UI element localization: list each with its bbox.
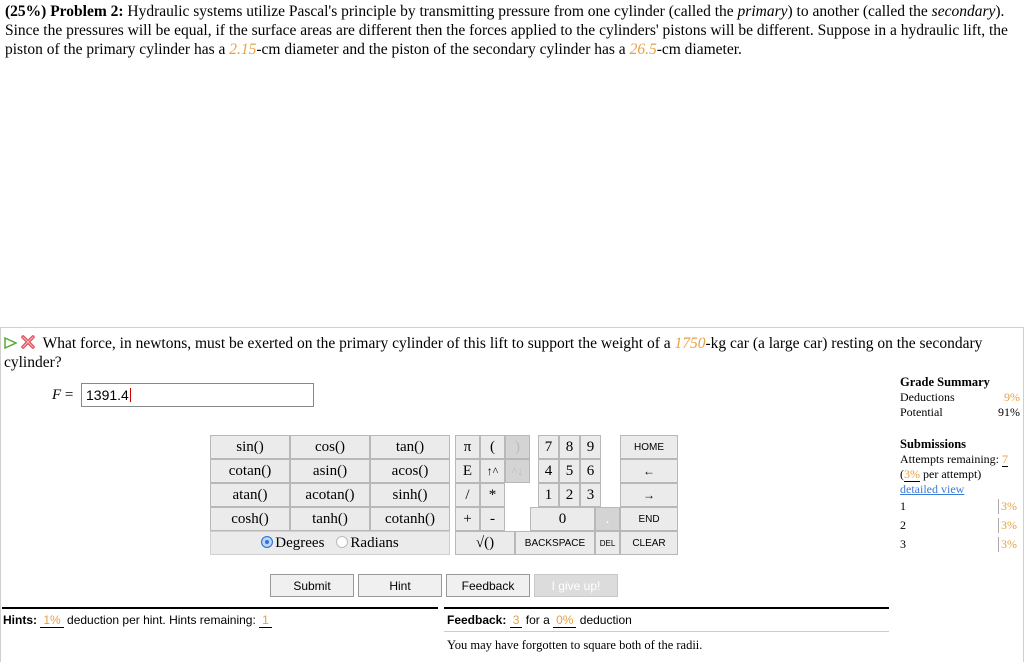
key-minus[interactable]: - [480,507,505,531]
answer-variable: F [52,387,62,403]
key-acos[interactable]: acos() [370,459,450,483]
key-lparen[interactable]: ( [480,435,505,459]
key-3[interactable]: 3 [580,483,601,507]
play-icon[interactable] [4,336,17,354]
key-end[interactable]: END [620,507,678,531]
key-2[interactable]: 2 [559,483,580,507]
key-up[interactable]: ↑^ [480,459,505,483]
key-decimal[interactable]: . [595,507,620,531]
attempt-deduction: 3% [998,537,1020,552]
key-rparen[interactable]: ) [505,435,530,459]
hints-bar [2,607,438,629]
answer-input[interactable] [81,383,314,407]
attempt-number: 2 [900,518,906,532]
give-up-button[interactable]: I give up! [534,574,618,597]
submissions-panel [900,437,1020,554]
degrees-option[interactable] [261,535,324,552]
feedback-label: Feedback: [447,613,507,627]
key-0[interactable]: 0 [530,507,595,531]
key-tanh[interactable]: tanh() [290,507,370,531]
deductions-label: Deductions [900,390,955,404]
attempts-remaining-value: 7 [1001,452,1008,466]
key-9[interactable]: 9 [580,435,601,459]
attempt-number: 3 [900,537,906,551]
key-down[interactable]: ^↓ [505,459,530,483]
key-1[interactable]: 1 [538,483,559,507]
question-text: What force, in newtons, must be exerted on the primary cylinder of this lift to support the weight of a [42,335,675,352]
feedback-deduction-pct: 0% [553,613,576,628]
problem-label: Problem 2: [50,3,124,20]
feedback-button[interactable]: Feedback [446,574,530,597]
deductions-value: 9% [1004,390,1020,404]
degrees-radio[interactable] [261,536,273,548]
key-cotan[interactable]: cotan() [210,459,290,483]
key-5[interactable]: 5 [559,459,580,483]
per-attempt-text: per attempt) [923,467,982,481]
key-6[interactable]: 6 [580,459,601,483]
key-right-arrow[interactable]: → [620,483,678,507]
key-sin[interactable]: sin() [210,435,290,459]
key-del[interactable]: DEL [595,531,620,555]
key-sqrt[interactable]: √() [455,531,515,555]
per-attempt: (3% per attempt) [900,467,982,481]
problem-statement [5,2,1019,59]
hint-deduction-pct: 1% [40,613,63,628]
feedback-bar [444,607,889,662]
key-clear[interactable]: CLEAR [620,531,678,555]
key-divide[interactable]: / [455,483,480,507]
radians-label: Radians [350,534,399,551]
key-left-arrow[interactable]: ← [620,459,678,483]
answer-label [52,387,73,404]
key-sinh[interactable]: sinh() [370,483,450,507]
potential-label: Potential [900,405,943,419]
potential-value: 91% [998,405,1020,419]
key-multiply[interactable]: * [480,483,505,507]
answer-value: 1391.4 [86,387,129,403]
incorrect-icon [21,335,35,354]
key-backspace[interactable]: BACKSPACE [515,531,595,555]
key-cotanh[interactable]: cotanh() [370,507,450,531]
key-e[interactable]: E [455,459,480,483]
problem-text: -cm diameter. [656,41,742,58]
problem-weight: (25%) [5,3,47,20]
problem-text: Hydraulic systems utilize Pascal's principle by transmitting pressure from one cylinder (called the [127,3,738,20]
deductions-row [900,390,1020,405]
key-cos[interactable]: cos() [290,435,370,459]
text-caret [130,388,131,402]
primary-diameter-value: 2.15 [229,41,257,58]
section-divider [0,327,1024,328]
submit-button[interactable]: Submit [270,574,354,597]
key-7[interactable]: 7 [538,435,559,459]
attempt-number: 1 [900,499,906,513]
attempt-deduction: 3% [998,518,1020,533]
feedback-deduction-text: deduction [579,613,632,627]
feedback-for-a: for a [525,613,550,627]
attempts-remaining [900,452,1020,467]
detailed-view-link[interactable]: detailed view [900,482,965,496]
answer-equals: = [61,387,74,403]
degrees-label: Degrees [275,534,325,551]
attempt-row [900,516,1020,535]
problem-text: ) to another (called the [787,3,932,20]
radians-radio[interactable] [336,536,348,548]
key-plus[interactable]: + [455,507,480,531]
radians-option[interactable] [336,535,398,552]
part-frame-left [0,328,1,662]
key-atan[interactable]: atan() [210,483,290,507]
potential-row [900,405,1020,420]
attempt-row [900,535,1020,554]
key-8[interactable]: 8 [559,435,580,459]
problem-text: ). Since the pressures will be equal, if the surface areas are different then the forces applied to the cylinders' pistons will be different. Suppose in a hydraulic lift, the piston of the primary cylinder has a [5,3,1008,58]
attempts-remaining-label: Attempts remaining: [900,452,999,466]
question [4,335,1022,372]
key-home[interactable]: HOME [620,435,678,459]
attempt-row [900,497,1020,516]
grade-summary-title: Grade Summary [900,375,990,389]
key-cosh[interactable]: cosh() [210,507,290,531]
key-pi[interactable]: π [455,435,480,459]
feedback-count: 3 [510,613,523,628]
hints-text: deduction per hint. Hints remaining: [67,613,256,627]
car-mass-value: 1750 [674,335,706,352]
key-asin[interactable]: asin() [290,459,370,483]
key-tan[interactable]: tan() [370,435,450,459]
problem-text: -cm diameter and the piston of the secondary cylinder has a [256,41,630,58]
hint-button[interactable]: Hint [358,574,442,597]
key-acotan[interactable]: acotan() [290,483,370,507]
term-primary: primary [737,3,788,20]
per-attempt-pct: 3% [904,467,920,481]
submissions-title: Submissions [900,437,967,451]
attempt-deduction: 3% [998,499,1020,514]
hints-label: Hints: [3,613,37,627]
key-4[interactable]: 4 [538,459,559,483]
question-text: -kg car (a large car) resting on the secondary cylinder? [4,335,983,371]
secondary-diameter-value: 26.5 [629,41,657,58]
angle-unit-selector [210,531,450,555]
feedback-header [444,609,889,631]
grade-summary [900,375,1020,420]
feedback-message: You may have forgotten to square both of the radii. [444,631,889,653]
term-secondary: secondary [931,3,996,20]
hints-remaining: 1 [259,613,272,628]
